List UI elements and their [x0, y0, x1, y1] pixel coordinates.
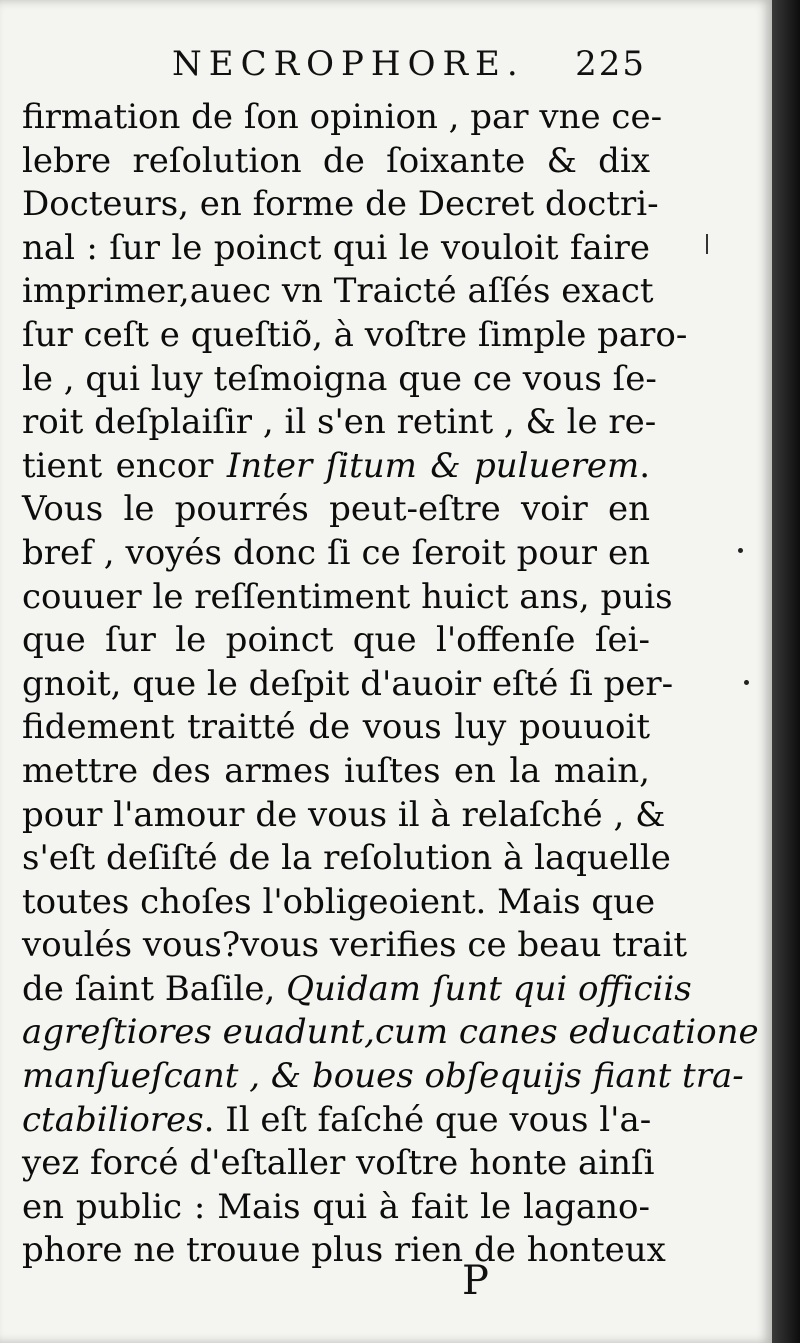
text-line: Docteurs, en forme de Decret doctri-: [22, 184, 659, 225]
text-line: firmation de ſon opinion , par vne ce-: [22, 97, 663, 137]
italic-quotation: Quidam ſunt qui officiis: [286, 968, 692, 1009]
text-line: s'eſt deſiſté de la reſolution à laquelle: [22, 838, 671, 879]
text-run: tient encor: [22, 445, 227, 486]
signature-mark: P: [462, 1258, 489, 1304]
text-line: mettre des armes iuſtes en la main,: [22, 750, 650, 791]
book-gutter: [772, 0, 800, 1343]
text-line: en public : Mais qui à fait le lagano-: [22, 1186, 650, 1227]
italic-quotation: Inter ſitum & puluerem: [226, 445, 640, 486]
text-line: le , qui luy teſmoigna que ce vous ſe-: [22, 358, 657, 399]
text-line: gnoit, que le deſpit d'auoir eſté ſi per-: [22, 663, 674, 704]
running-header: [0, 40, 660, 100]
text-line: yez forcé d'eſtaller voſtre honte ainſi: [22, 1143, 655, 1184]
text-line: que ſur le poinct que l'offenſe ſei-: [22, 620, 650, 661]
text-line: lebre reſolution de ſoixante & dix: [22, 140, 650, 181]
text-line: voulés vous?vous verifies ce beau trait: [22, 925, 687, 966]
text-line: [22, 968, 692, 1012]
text-line: [22, 445, 650, 489]
text-line: Vous le pourrés peut-eſtre voir en: [22, 489, 650, 530]
italic-line: agreſtiores euadunt,cum canes educatione: [22, 1012, 759, 1053]
text-line: toutes choſes l'obligeoient. Mais que: [22, 881, 656, 922]
text-line: roit deſplaiſir , il s'en retint , & le re-: [22, 402, 657, 443]
text-line: [22, 1099, 650, 1143]
text-line: phore ne trouue plus rien de honteux: [22, 1230, 666, 1271]
text-run: de ſaint Baſile,: [22, 968, 287, 1009]
text-line: imprimer,auec vn Traicté aſſés exact: [22, 271, 654, 312]
text-run: . Il eſt faſché que vous l'a-: [203, 1099, 652, 1140]
running-title: NECROPHORE.: [172, 44, 525, 84]
text-line: couuer le reſſentiment huict ans, puis: [22, 576, 673, 617]
body-text: [22, 96, 759, 1273]
margin-mark: [706, 234, 708, 254]
text-line: bref , voyés donc ſi ce ſeroit pour en: [22, 532, 650, 573]
italic-line: manſueſcant , & boues obſequijs fiant tra-: [22, 1056, 744, 1097]
ink-speck: [744, 680, 749, 685]
text-line: pour l'amour de vous il à relaſché , &: [22, 794, 666, 835]
italic-quotation: ctabiliores: [22, 1099, 204, 1140]
text-line: nal : ſur le poinct qui le vouloit faire: [22, 227, 650, 268]
text-line: fidement traitté de vous luy pouuoit: [22, 707, 650, 748]
page-number: 225: [575, 44, 646, 84]
text-line: ſur ceſt e queſtiõ, à voſtre ſimple paro-: [22, 314, 688, 355]
text-run: .: [639, 445, 650, 486]
ink-speck: [738, 548, 743, 553]
